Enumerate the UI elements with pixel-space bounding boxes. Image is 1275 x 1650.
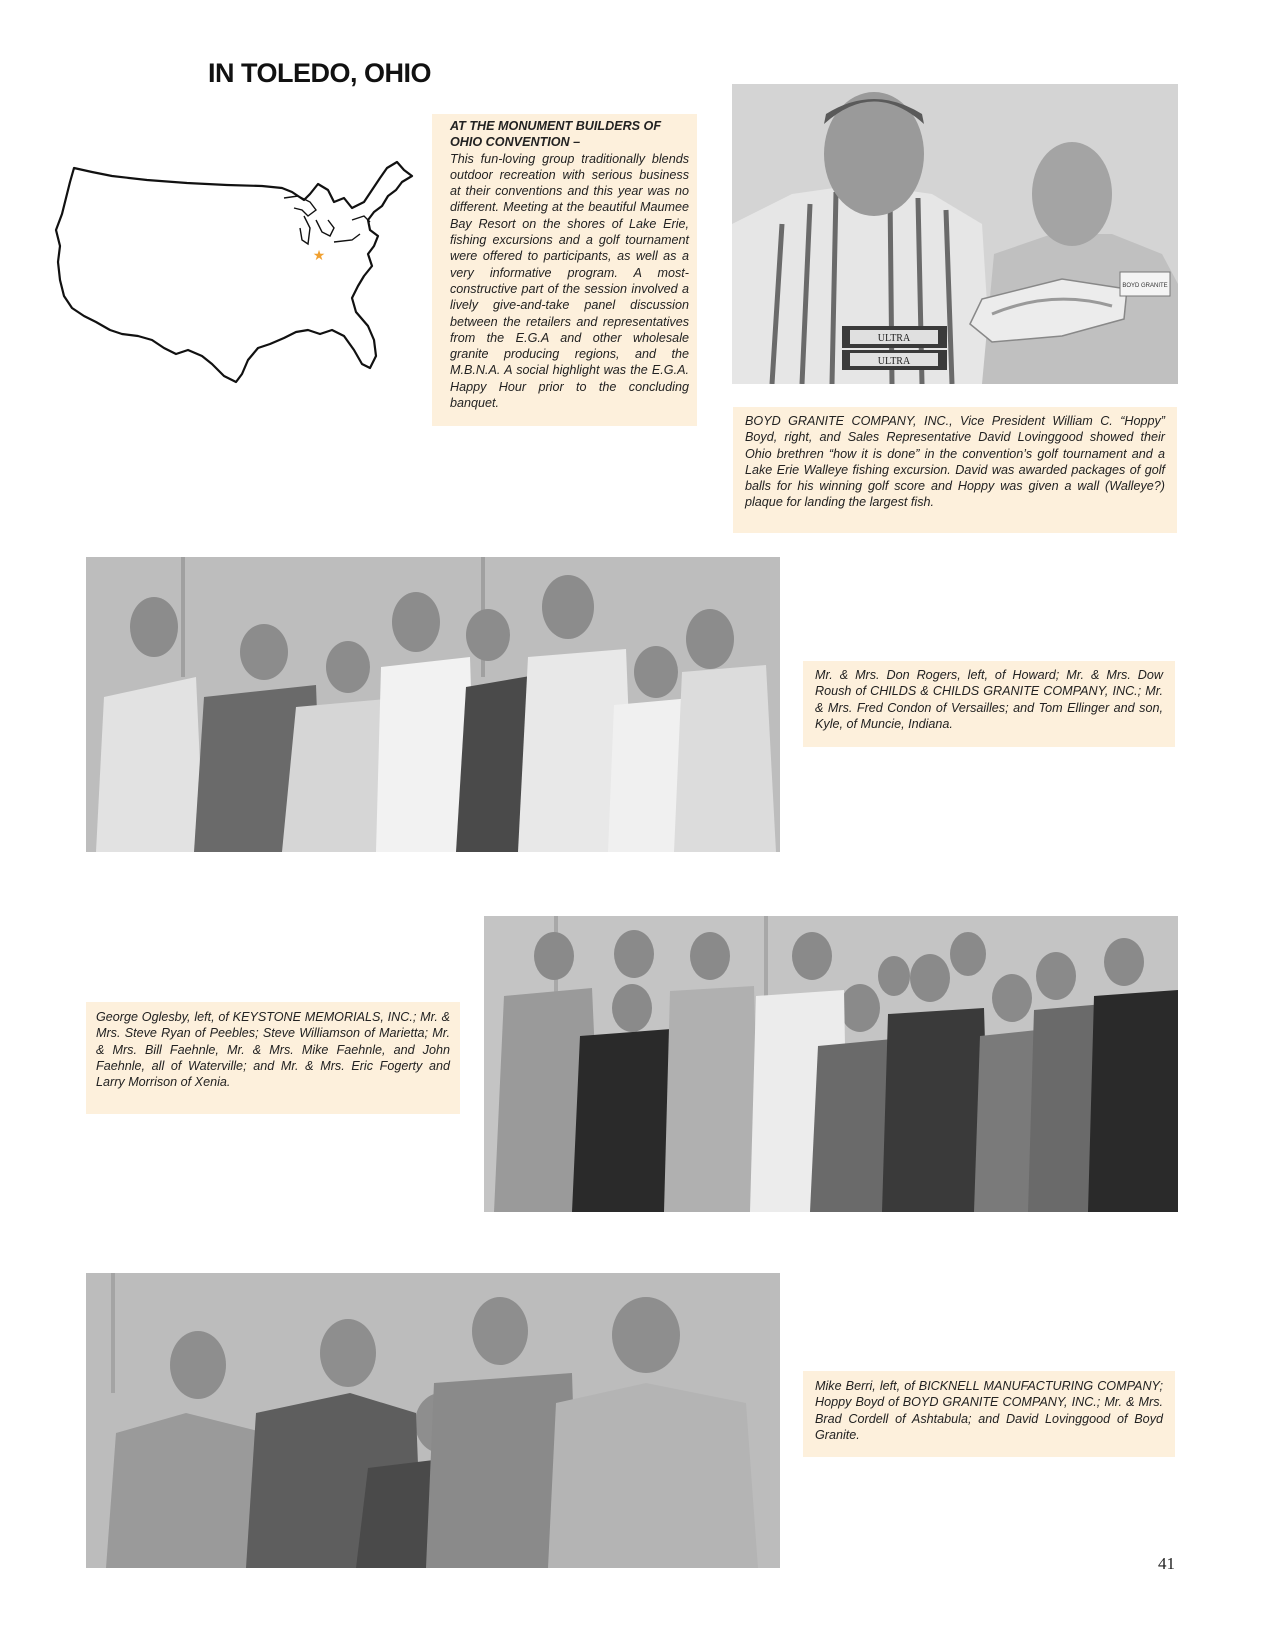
photo-berri-group xyxy=(86,1273,780,1568)
box-label-top: ULTRA xyxy=(877,333,911,344)
us-map xyxy=(52,150,432,410)
caption-berri: Mike Berri, left, of BICKNELL MANUFACTURING COMPANY; Hoppy Boyd of BOYD GRANITE COMPANY, INC.; Mr. & Mrs. Brad Cordell of Ashtabula; and David Lovinggood of Boyd Granite. xyxy=(803,1371,1175,1457)
photo-rogers-group xyxy=(86,557,780,852)
caption-oglesby: George Oglesby, left, of KEYSTONE MEMORIALS, INC.; Mr. & Mrs. Steve Ryan of Peebles; Steve Williamson of Marietta; Mr. & Mrs. Bill Faehnle, Mr. & Mrs. Mike Faehnle, and John Faehnle, all of Waterville; and Mr. & Mrs. Eric Fogerty and Larry Morrison of Xenia. xyxy=(86,1002,460,1114)
page-number: 41 xyxy=(1158,1554,1175,1573)
caption-boyd: BOYD GRANITE COMPANY, INC., Vice President William C. “Hoppy” Boyd, right, and Sales Representative David Lovinggood showed their Ohio brethren “how it is done” in the convention’s golf tournament and a Lake Erie Walleye fishing excursion. David was awarded packages of golf balls for his winning golf score and Hoppy was given a wall (Walleye?) plaque for landing the largest fish. xyxy=(733,407,1177,533)
intro-body: This fun-loving group traditionally blends outdoor recreation with serious business at their conventions and this year was no different. Meeting at the beautiful Maumee Bay Resort on the shores of Lake Erie, fishing excursions and a golf tournament were offered to participants, as well as a very informative program. A most-constructive part of the session involved a lively give-and-take panel discussion between the retailers and representatives from the E.G.A and other wholesale granite producing regions, and the M.B.N.A. A social highlight was the E.G.A. Happy Hour prior to the concluding banquet. xyxy=(450,151,689,411)
ohio-star-icon: ★ xyxy=(312,247,326,263)
caption-rogers: Mr. & Mrs. Don Rogers, left, of Howard; Mr. & Mrs. Dow Roush of CHILDS & CHILDS GRANITE COMPANY, INC.; Mr. & Mrs. Fred Condon of Versailles; and Tom Ellinger and son, Kyle, of Muncie, Indiana. xyxy=(803,661,1175,747)
photo-oglesby-group xyxy=(484,916,1178,1212)
intro-heading-2: OHIO CONVENTION – xyxy=(450,135,581,150)
intro-caption xyxy=(432,114,697,426)
box-label-bottom: ULTRA xyxy=(877,356,911,367)
photo-boyd-lovinggood xyxy=(732,84,1178,384)
page-title: IN TOLEDO, OHIO xyxy=(208,58,432,88)
name-badge-text: BOYD GRANITE xyxy=(1122,283,1168,289)
intro-heading-1: AT THE MONUMENT BUILDERS OF xyxy=(450,119,662,133)
us-outline xyxy=(56,162,412,382)
